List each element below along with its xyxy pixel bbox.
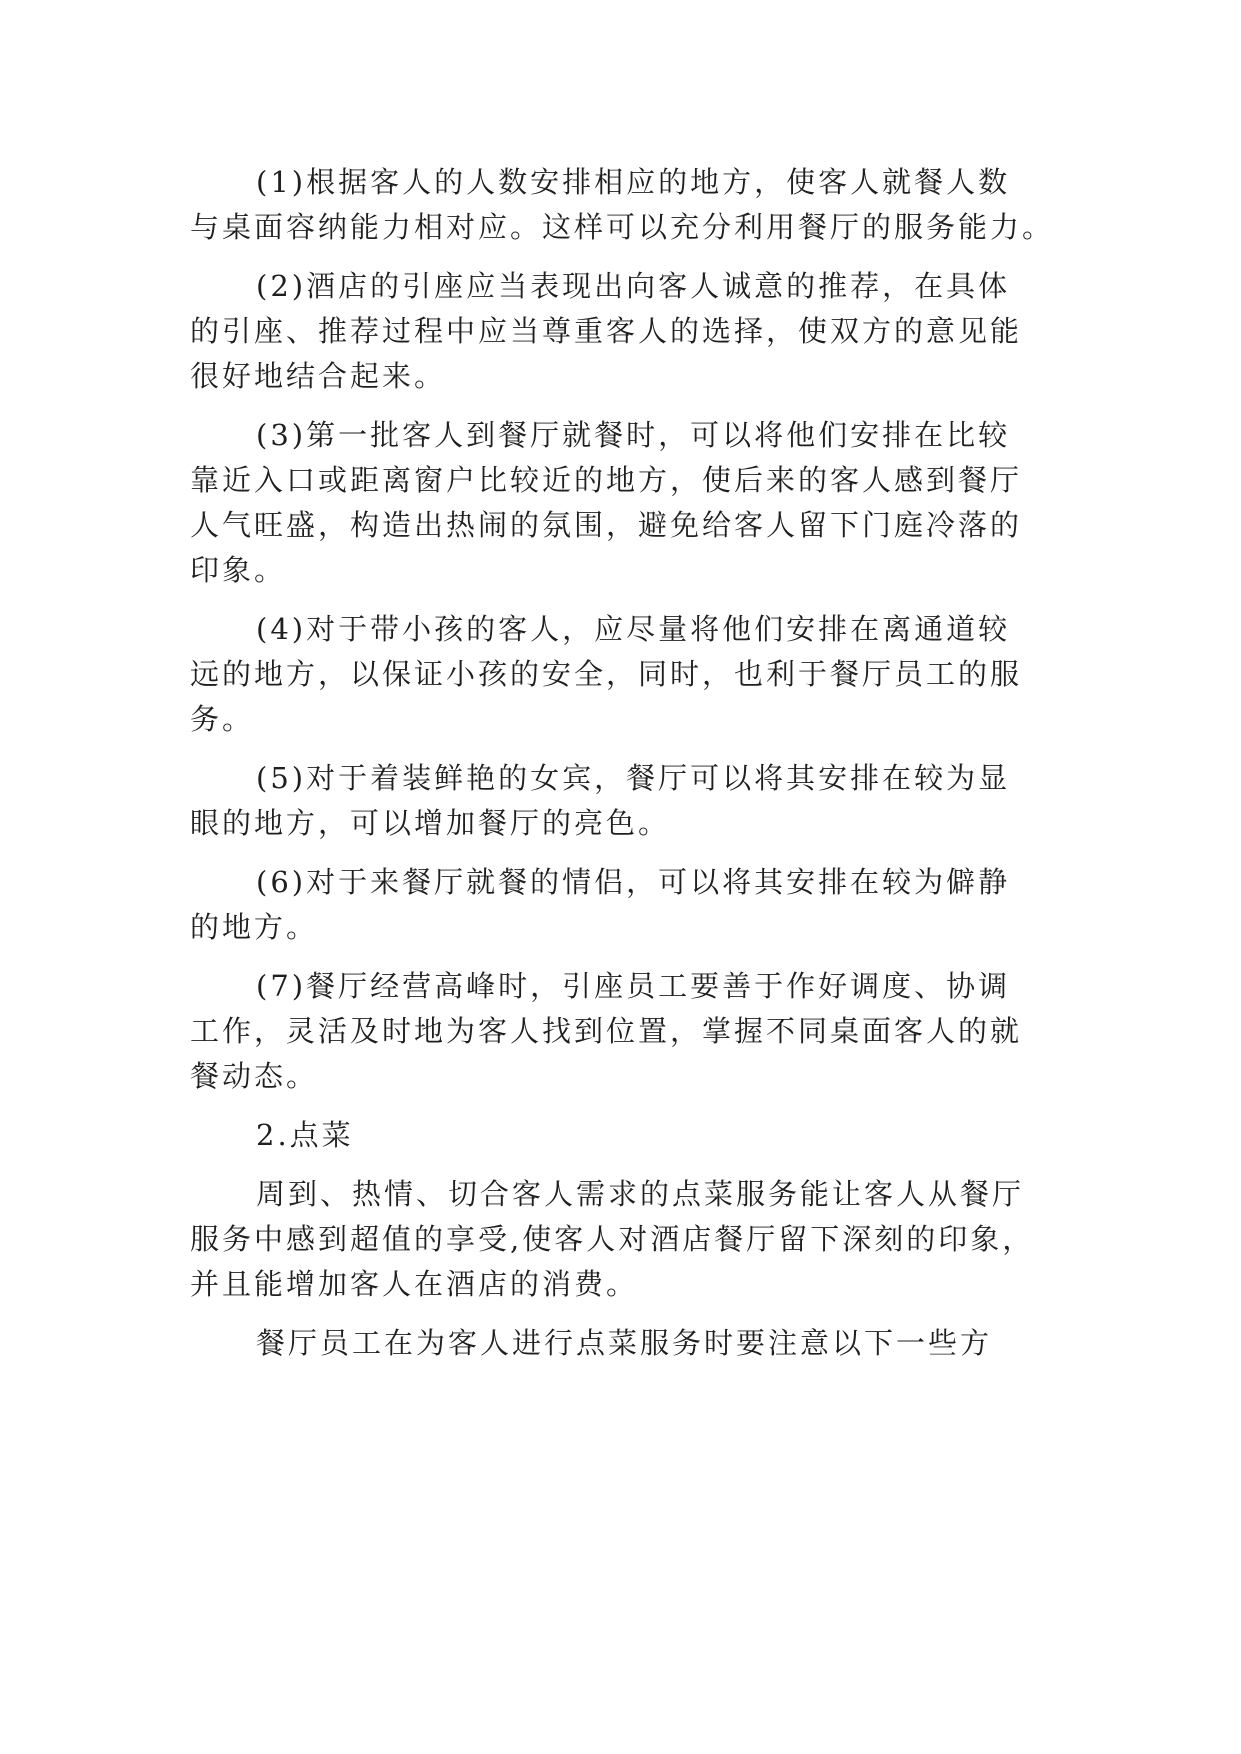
document-body <box>190 160 1090 1380</box>
text-line: 眼的地方，可以增加餐厅的亮色。 <box>190 806 671 840</box>
paragraph-seating-5 <box>190 756 1090 846</box>
text-line: (1)根据客人的人数安排相应的地方，使客人就餐人数 <box>256 165 1011 199</box>
section-heading-ordering <box>190 1113 1090 1158</box>
paragraph-seating-1 <box>190 160 1090 250</box>
paragraph-ordering-intro <box>190 1172 1090 1307</box>
text-line: 并且能增加客人在酒店的消费。 <box>190 1267 639 1301</box>
paragraph-seating-4 <box>190 607 1090 742</box>
text-line: 人气旺盛，构造出热闹的氛围，避免给客人留下门庭冷落的 <box>190 508 1023 542</box>
text-line: 远的地方，以保证小孩的安全，同时，也利于餐厅员工的服 <box>190 657 1023 691</box>
text-line: (7)餐厅经营高峰时，引座员工要善于作好调度、协调 <box>256 969 1011 1003</box>
text-line: 很好地结合起来。 <box>190 359 447 393</box>
text-line: 餐动态。 <box>190 1059 319 1093</box>
text-line: 靠近入口或距离窗户比较近的地方，使后来的客人感到餐厅 <box>190 463 1023 497</box>
text-line: 服务中感到超值的享受,使客人对酒店餐厅留下深刻的印象， <box>190 1222 1035 1256</box>
text-line: 印象。 <box>190 553 287 587</box>
text-line: (5)对于着装鲜艳的女宾，餐厅可以将其安排在较为显 <box>256 761 1011 795</box>
paragraph-seating-3 <box>190 413 1090 593</box>
text-line: (3)第一批客人到餐厅就餐时，可以将他们安排在比较 <box>256 418 1011 452</box>
text-line: 的引座、推荐过程中应当尊重客人的选择，使双方的意见能 <box>190 314 1023 348</box>
paragraph-seating-7 <box>190 964 1090 1099</box>
text-line: 餐厅员工在为客人进行点菜服务时要注意以下一些方 <box>256 1326 993 1360</box>
paragraph-ordering-notes <box>190 1321 1090 1366</box>
text-line: 的地方。 <box>190 910 319 944</box>
text-line: (4)对于带小孩的客人，应尽量将他们安排在离通道较 <box>256 612 1011 646</box>
paragraph-seating-2 <box>190 264 1090 399</box>
section-heading: 2.点菜 <box>256 1118 354 1152</box>
text-line: (6)对于来餐厅就餐的情侣，可以将其安排在较为僻静 <box>256 865 1011 899</box>
text-line: 工作，灵活及时地为客人找到位置，掌握不同桌面客人的就 <box>190 1014 1023 1048</box>
text-line: 周到、热情、切合客人需求的点菜服务能让客人从餐厅 <box>256 1177 1025 1211</box>
text-line: 与桌面容纳能力相对应。这样可以充分利用餐厅的服务能力。 <box>190 210 1055 244</box>
text-line: 务。 <box>190 702 255 736</box>
text-line: (2)酒店的引座应当表现出向客人诚意的推荐，在具体 <box>256 269 1011 303</box>
paragraph-seating-6 <box>190 860 1090 950</box>
